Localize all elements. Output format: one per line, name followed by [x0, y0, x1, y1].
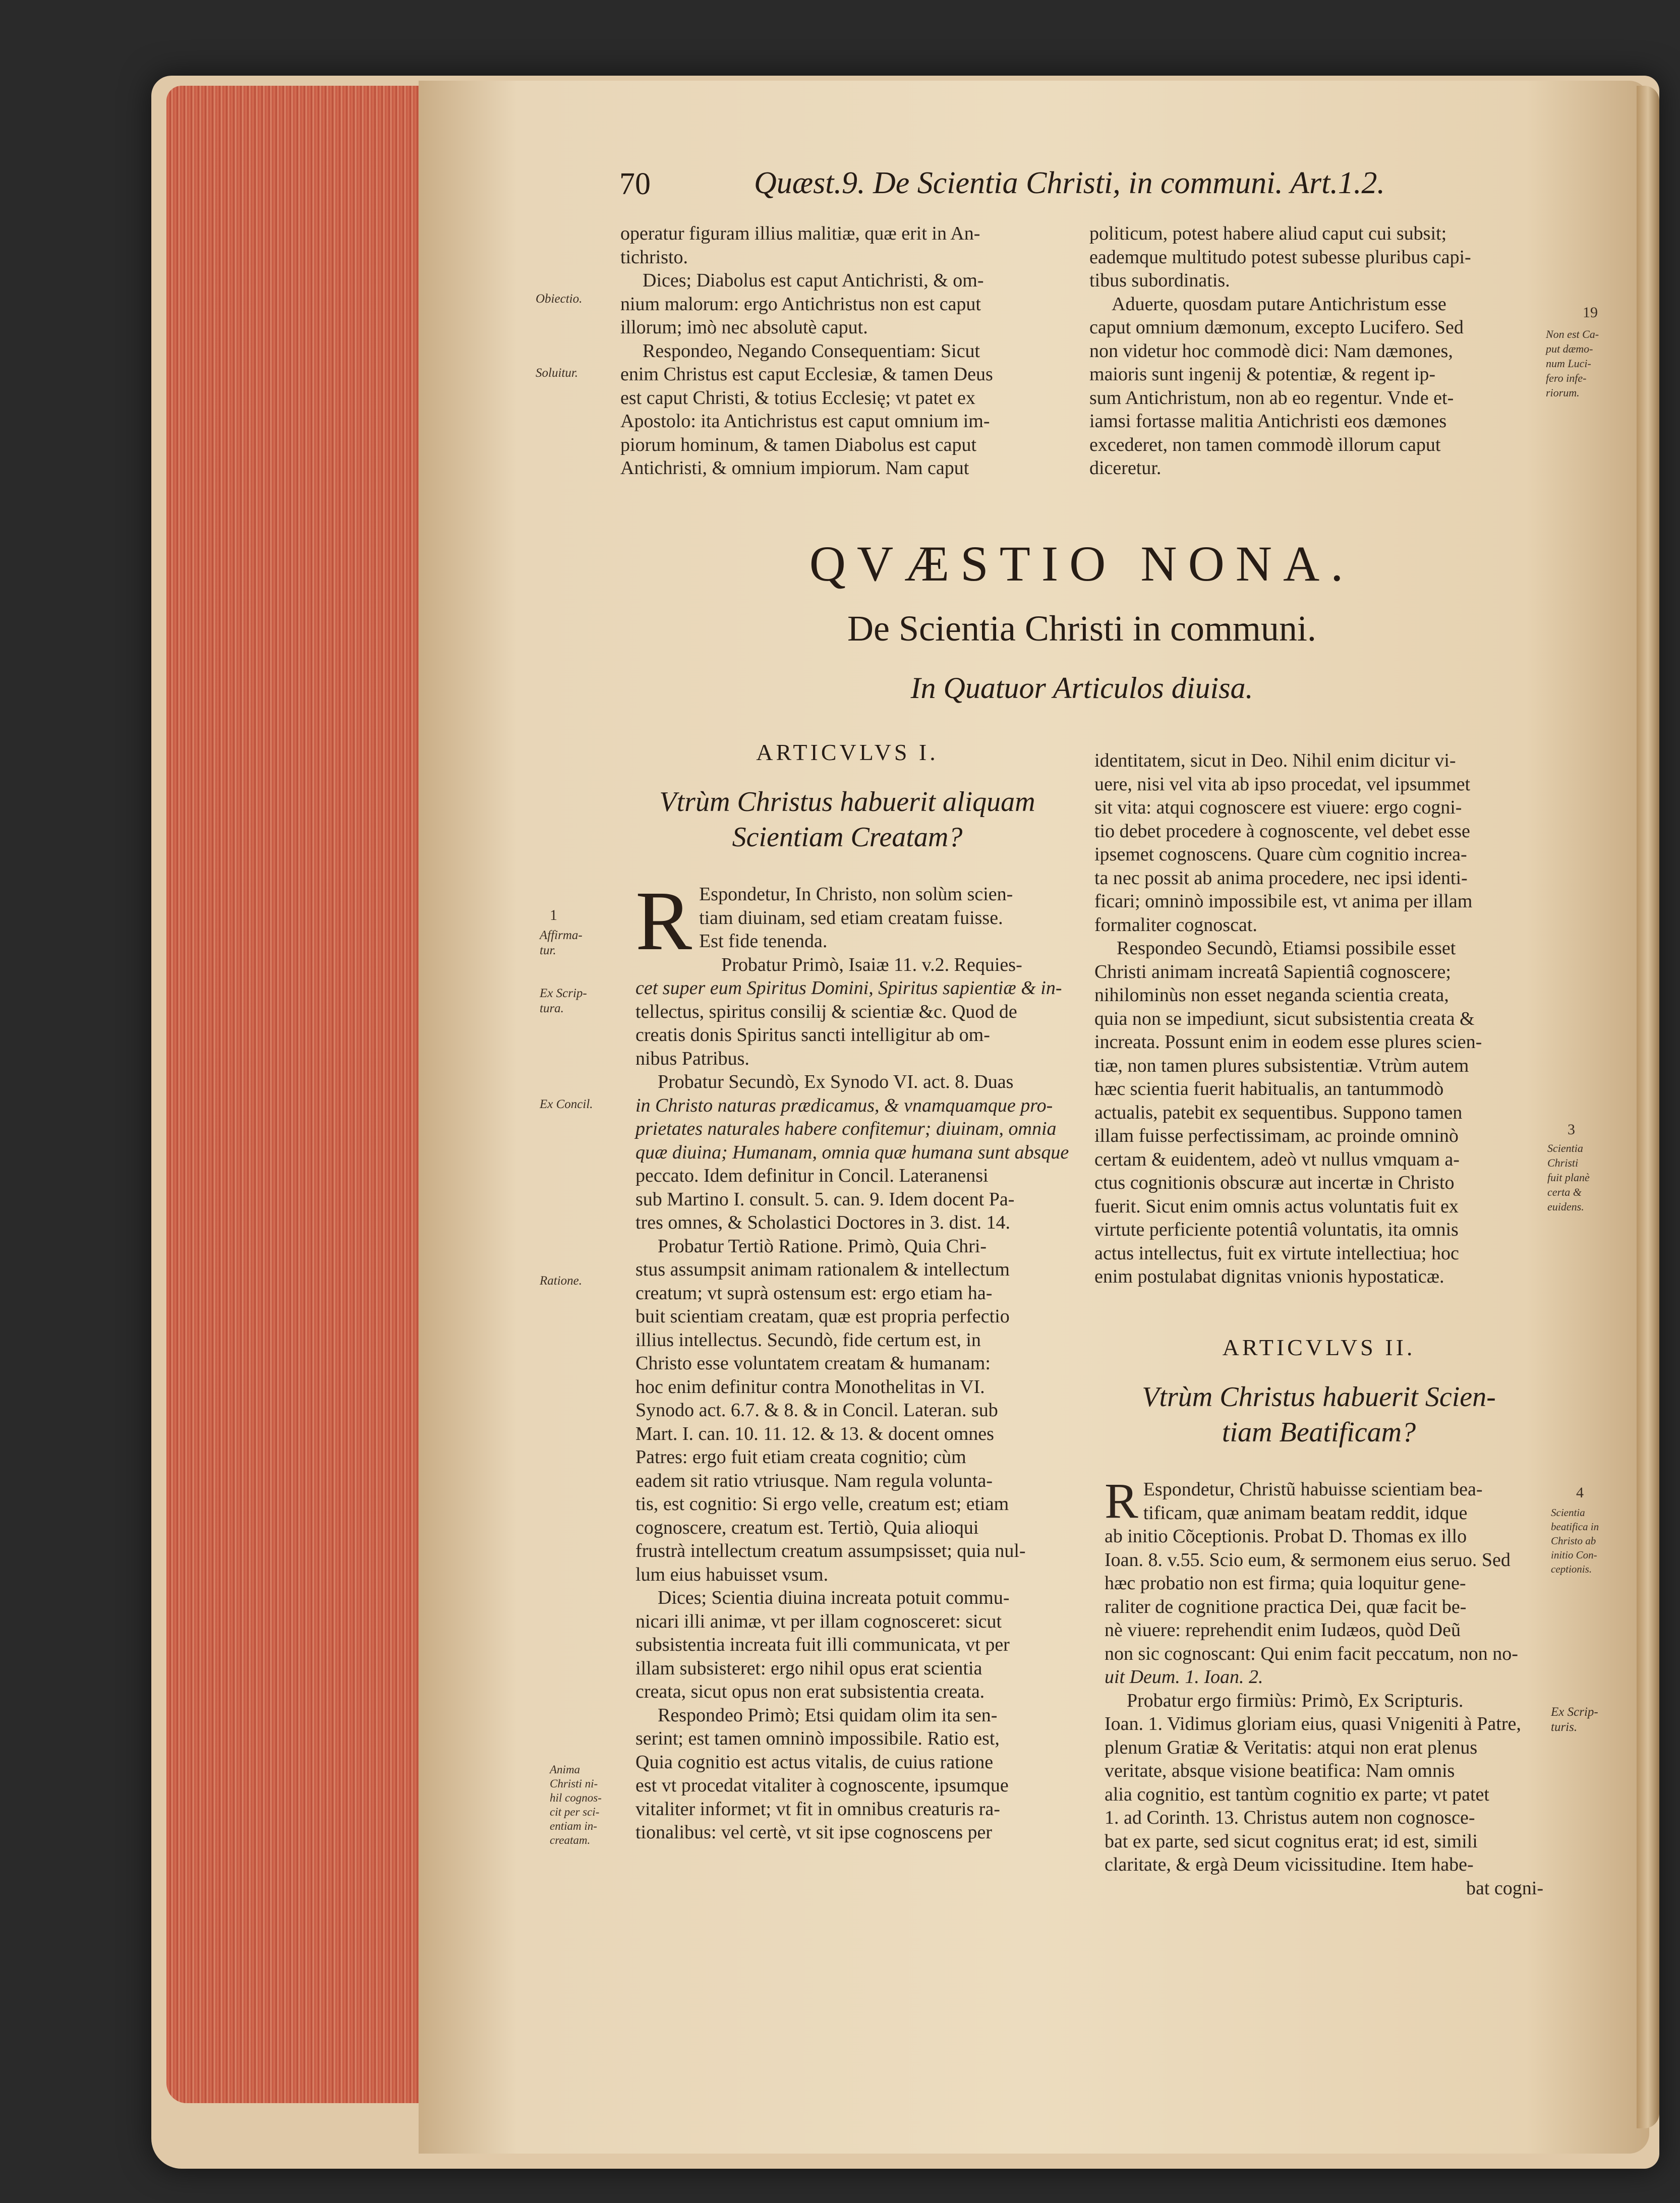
- text-line: tellectus, spiritus consilij & scientiæ &c. Quod de: [635, 1001, 1017, 1022]
- text-line: ta nec possit ab anima procedere, nec ipsi identi-: [1094, 867, 1468, 889]
- text-line: cet super eum Spiritus Domini, Spiritus sapientiæ & in-: [635, 977, 1062, 999]
- text-line: tionalibus: vel certè, vt sit ipse cognoscens per: [635, 1822, 993, 1843]
- text-line: iamsi fortasse malitia Antichristi eos dæmones: [1089, 411, 1447, 432]
- text-line: vitaliter informet; vt fit in omnibus creaturis ra-: [635, 1798, 1000, 1820]
- text-line: tres omnes, & Scholastici Doctores in 3. dist. 14.: [635, 1212, 1011, 1233]
- text-line: in Christo naturas prædicamus, & vnamquamque pro-: [635, 1094, 1053, 1116]
- margin-note-obiectio: Obiectio.: [536, 292, 583, 306]
- text-line: creatum; vt suprà ostensum est: ergo etiam ha-: [635, 1282, 993, 1304]
- quaestio-subject: De Scientia Christi in communi.: [847, 608, 1316, 649]
- margin-line: fuit planè: [1547, 1171, 1590, 1184]
- page-number: 70: [619, 167, 651, 201]
- text-line: Synodo act. 6.7. & 8. & in Concil. Lateran. sub: [635, 1400, 998, 1421]
- margin-line: initio Con-: [1551, 1549, 1597, 1561]
- text-line: Antichristi, & omnium impiorum. Nam caput: [620, 457, 969, 479]
- text-line: tio debet procedere à cognoscente, vel debet esse: [1094, 820, 1470, 842]
- margin-line: tura.: [540, 1002, 564, 1015]
- article-2-body: [1105, 1473, 1543, 1900]
- right-column: [1094, 749, 1543, 1289]
- text-line: tificam, quæ animam beatam reddit, idque: [1143, 1502, 1468, 1524]
- text-line: virtute perficiente potentiâ voluntatis, ita omnis: [1094, 1219, 1459, 1240]
- text-line: nihilominùs non esset neganda scientia creata,: [1094, 984, 1449, 1006]
- text-line: creata, sicut opus non erat subsistentia creata.: [635, 1681, 985, 1702]
- top-right-column: [1089, 222, 1543, 480]
- margin-line: Scientia: [1547, 1142, 1583, 1154]
- text-line: hoc enim definitur contra Monothelitas in VI.: [635, 1376, 985, 1398]
- margin-line: Christi: [1547, 1156, 1579, 1169]
- text-line: Probatur Secundò, Ex Synodo VI. act. 8. Duas: [658, 1071, 1014, 1092]
- text-line: plenum Gratiæ & Veritatis: atqui non erat plenus: [1105, 1736, 1478, 1758]
- text-line: ab initio Cõceptionis. Probat D. Thomas ex illo: [1105, 1526, 1467, 1547]
- text-line: bat ex parte, sed sicut cognitus erat; id est, simili: [1105, 1830, 1478, 1852]
- quaestio-title: QVÆSTIO NONA.: [809, 536, 1355, 592]
- text-line: certam & euidentem, adeò vt nullus vmquam a-: [1094, 1148, 1460, 1170]
- margin-note-soluitur: Soluitur.: [536, 366, 578, 380]
- text-line: excederet, non tamen commodè illorum caput: [1089, 434, 1441, 455]
- margin-note-ex-scripturis: [1551, 1705, 1598, 1735]
- text-line: tibus subordinatis.: [1089, 270, 1230, 291]
- text-line: operatur figuram illius malitiæ, quæ erit in An-: [620, 223, 980, 244]
- text-line: eadem sit ratio vtriusque. Nam regula volunta-: [635, 1470, 993, 1491]
- page-edges-red: [166, 86, 419, 2103]
- margin-number: 4: [1576, 1484, 1584, 1501]
- text-line: identitatem, sicut in Deo. Nihil enim dicitur vi-: [1094, 750, 1456, 771]
- margin-line: Ex Scrip-: [1551, 1705, 1598, 1719]
- text-line: cognoscere, creatum est. Tertiò, Quia alioqui: [635, 1517, 979, 1538]
- text-line: piorum hominum, & tamen Diabolus est caput: [620, 434, 977, 455]
- text-line: uit Deum. 1. Ioan. 2.: [1105, 1666, 1263, 1688]
- text-line: sub Martino I. consult. 5. can. 9. Idem docent Pa-: [635, 1188, 1015, 1210]
- text-line: Apostolo: ita Antichristus est caput omnium im-: [620, 411, 990, 432]
- article-2-label: ARTICVLVS II.: [1222, 1335, 1416, 1360]
- text-line: politicum, potest habere aliud caput cui subsit;: [1089, 223, 1447, 244]
- margin-line: turis.: [1551, 1720, 1578, 1734]
- text-line: nè viuere: reprehendit enim Iudæos, quòd Deũ: [1105, 1619, 1461, 1641]
- margin-line: Ex Scrip-: [540, 987, 587, 1000]
- text-line: diceretur.: [1089, 457, 1162, 479]
- right-page-edge: [1637, 86, 1659, 2128]
- text-line: Probatur Primò, Isaiæ 11. v.2. Requies-: [721, 954, 1022, 975]
- text-line: creatis donis Spiritus sancti intelligitur ab om-: [635, 1024, 990, 1046]
- text-line: stus assumpsit animam rationalem & intellectum: [635, 1259, 1010, 1280]
- text-line: serint; est tamen omninò impossibile. Ratio est,: [635, 1728, 1000, 1749]
- text-line: tiæ, non tamen plures subsistentiæ. Vtrùm autem: [1094, 1055, 1469, 1076]
- question-line: Vtrùm Christus habuerit aliquam: [659, 786, 1035, 818]
- text-line: nibus Patribus.: [635, 1048, 749, 1069]
- margin-line: Anima: [550, 1763, 581, 1776]
- question-line: tiam Beatificam?: [1222, 1417, 1416, 1448]
- text-line: Dices; Scientia diuina increata potuit commu-: [658, 1587, 1010, 1608]
- text-line: tichristo.: [620, 246, 688, 268]
- margin-line: Christo ab: [1551, 1535, 1596, 1547]
- running-title: Quæst.9. De Scientia Christi, in communi. Art.1.2.: [754, 166, 1385, 200]
- text-line: ctus cognitionis obscuræ aut incertæ in Christo: [1094, 1172, 1455, 1193]
- text-line: sum Antichristum, non ab eo regentur. Vnde et-: [1089, 387, 1454, 409]
- text-line: frustrà intellectum creatum assumpsisset; quia nul-: [635, 1540, 1026, 1561]
- text-line: sit vita: atqui cognoscere est viuere: ergo cogni-: [1094, 797, 1462, 818]
- margin-note-3: [1547, 1141, 1590, 1214]
- margin-line: Affirma-: [540, 929, 583, 942]
- text-line: 1. ad Corinth. 13. Christus autem non cognosce-: [1105, 1807, 1475, 1828]
- text-line: nium malorum: ergo Antichristus non est caput: [620, 293, 981, 315]
- margin-note-affirmatur: [540, 928, 583, 958]
- top-left-column: [620, 222, 1074, 480]
- margin-number: 19: [1583, 304, 1598, 321]
- text-line: Est fide tenenda.: [699, 931, 828, 952]
- text-line: caput omnium dæmonum, excepto Lucifero. Sed: [1089, 317, 1464, 338]
- text-line: ipsemet cognoscens. Quare cùm cognitio increa-: [1094, 844, 1467, 865]
- text-line: veritate, absque visione beatifica: Nam omnis: [1105, 1760, 1455, 1781]
- margin-number: 1: [550, 907, 557, 923]
- text-line: Patres: ergo fuit etiam creata cognitio; cùm: [635, 1446, 966, 1468]
- text-line: quæ diuina; Humanam, omnia quæ humana sunt absque: [635, 1141, 1069, 1163]
- text-line: formaliter cognoscat.: [1094, 914, 1257, 936]
- text-line: increata. Possunt enim in eodem esse plures scien-: [1094, 1031, 1482, 1053]
- text-line: raliter de cognitione practica Dei, quæ facit be-: [1105, 1596, 1467, 1617]
- question-line: Scientiam Creatam?: [732, 822, 963, 853]
- margin-line: Scientia: [1551, 1506, 1585, 1519]
- text-line: Probatur Tertiò Ratione. Primò, Quia Chri-: [658, 1235, 987, 1257]
- quaestio-division: In Quatuor Articulos diuisa.: [910, 671, 1253, 705]
- text-line: hæc scientia fuerit habitualis, an tantummodò: [1094, 1078, 1444, 1099]
- text-line: Christi animam increatâ Sapientiâ cognoscere;: [1094, 961, 1451, 982]
- text-line: lum eius habuisset vsum.: [635, 1563, 829, 1585]
- text-line: claritate, & ergà Deum vicissitudine. Item habe-: [1105, 1854, 1474, 1875]
- text-line: Aduerte, quosdam putare Antichristum esse: [1112, 293, 1446, 315]
- margin-line: Non est Ca-: [1546, 328, 1599, 340]
- text-line: est caput Christi, & totius Ecclesię; vt patet ex: [620, 387, 975, 409]
- margin-number: 3: [1568, 1121, 1575, 1138]
- margin-note-anima: [550, 1763, 602, 1847]
- text-line: illius intellectus. Secundò, fide certum est, in: [635, 1329, 981, 1351]
- text-line: illam fuisse perfectissimam, ac proinde omninò: [1094, 1125, 1459, 1146]
- article-2-question: [1094, 1379, 1543, 1450]
- article-1-body: [635, 874, 1079, 1844]
- text-line: Ioan. 8. v.55. Scio eum, & sermonem eius seruo. Sed: [1105, 1549, 1511, 1571]
- text-line: Espondetur, In Christo, non solùm scien-: [699, 884, 1013, 905]
- drop-cap: R: [1105, 1473, 1138, 1529]
- text-line: Respondeo, Negando Consequentiam: Sicut: [643, 340, 980, 362]
- text-line: subsistentia increata fuit illi communicata, vt per: [635, 1634, 1010, 1655]
- text-line: Probatur ergo firmiùs: Primò, Ex Scripturis.: [1127, 1690, 1464, 1711]
- text-line: non sic cognoscant: Qui enim facit peccatum, non no-: [1105, 1643, 1518, 1664]
- margin-line: hil cognos-: [550, 1791, 602, 1804]
- text-line: Dices; Diabolus est caput Antichristi, & om-: [643, 270, 984, 291]
- margin-note-ex-concil: Ex Concil.: [540, 1097, 593, 1111]
- text-line: illorum; imò nec absolutè caput.: [620, 317, 868, 338]
- article-1-label: ARTICVLVS I.: [756, 739, 939, 765]
- drop-cap: R: [635, 874, 692, 968]
- text-line: Respondeo Secundò, Etiamsi possibile esset: [1117, 938, 1456, 959]
- margin-note-4: [1551, 1505, 1599, 1576]
- margin-line: beatifica in: [1551, 1521, 1599, 1533]
- text-line: Mart. I. can. 10. 11. 12. & 13. & docent omnes: [635, 1423, 994, 1444]
- text-line: buit scientiam creatam, quæ est propria perfectio: [635, 1306, 1010, 1327]
- margin-line: num Luci-: [1546, 357, 1591, 370]
- text-line: enim postulabat dignitas vnionis hypostaticæ.: [1094, 1266, 1444, 1287]
- text-line: ficari; omninò impossibile est, vt anima per illam: [1094, 891, 1473, 912]
- text-line: non videtur hoc commodè dici: Nam dæmones,: [1089, 340, 1453, 362]
- text-line: maioris sunt ingenij & potentiæ, & regent ip-: [1089, 364, 1436, 385]
- text-line: enim Christus est caput Ecclesiæ, & tamen Deus: [620, 364, 993, 385]
- margin-note-ratione: Ratione.: [540, 1274, 583, 1288]
- text-line: actualis, patebit ex sequentibus. Suppono tamen: [1094, 1102, 1463, 1123]
- text-line: eademque multitudo potest subesse pluribus capi-: [1089, 246, 1471, 268]
- margin-line: Christi ni-: [550, 1777, 598, 1790]
- margin-line: certa &: [1547, 1186, 1582, 1198]
- text-line: prietates naturales habere confitemur; diuinam, omnia: [635, 1118, 1057, 1139]
- text-line: fuerit. Sicut enim omnis actus voluntatis fuit ex: [1094, 1195, 1459, 1217]
- margin-line: put dæmo-: [1546, 342, 1593, 355]
- text-line: actus intellectus, fuit ex virtute intellectiua; hoc: [1094, 1242, 1459, 1264]
- margin-line: euidens.: [1547, 1200, 1584, 1213]
- text-line: bat cogni-: [1466, 1877, 1543, 1899]
- text-line: alia cognitio, est tantùm cognitio ex parte; vt patet: [1105, 1783, 1489, 1805]
- text-line: illam subsisteret: ergo nihil opus erat scientia: [635, 1657, 982, 1679]
- text-line: uere, nisi vel vita ab ipso procedat, vel ipsummet: [1094, 773, 1471, 795]
- margin-line: fero infe-: [1546, 372, 1587, 384]
- margin-line: cit per sci-: [550, 1806, 600, 1818]
- text-line: Respondeo Primò; Etsi quidam olim ita sen-: [658, 1704, 998, 1726]
- margin-line: creatam.: [550, 1834, 591, 1846]
- margin-note-ex-scriptura: [540, 986, 587, 1016]
- text-line: Espondetur, Christũ habuisse scientiam bea-: [1143, 1479, 1483, 1500]
- text-line: Ioan. 1. Vidimus gloriam eius, quasi Vnigeniti à Patre,: [1105, 1713, 1521, 1734]
- text-line: hæc probatio non est firma; quia loquitur gene-: [1105, 1573, 1466, 1594]
- text-line: Quia cognitio est actus vitalis, de cuius ratione: [635, 1751, 994, 1773]
- text-line: tis, est cognitio: Si ergo velle, creatum est; etiam: [635, 1493, 1009, 1515]
- margin-note-19: [1546, 327, 1599, 400]
- text-line: quia non se impediunt, sicut subsistentia creata &: [1094, 1008, 1475, 1029]
- text-line: est vt procedat vitaliter à cognoscente, ipsumque: [635, 1775, 1009, 1796]
- text-line: Christo esse voluntatem creatam & humanam:: [635, 1353, 991, 1374]
- article-1-question: [620, 784, 1074, 855]
- margin-line: tur.: [540, 944, 556, 957]
- margin-line: ceptionis.: [1551, 1563, 1592, 1575]
- text-line: tiam diuinam, sed etiam creatam fuisse.: [699, 907, 1003, 929]
- text-line: nicari illi animæ, vt per illam cognosceret: sicut: [635, 1610, 1002, 1632]
- question-line: Vtrùm Christus habuerit Scien-: [1142, 1381, 1496, 1413]
- margin-line: riorum.: [1546, 386, 1580, 399]
- text-line: peccato. Idem definitur in Concil. Lateranensi: [635, 1165, 989, 1186]
- margin-line: entiam in-: [550, 1820, 597, 1832]
